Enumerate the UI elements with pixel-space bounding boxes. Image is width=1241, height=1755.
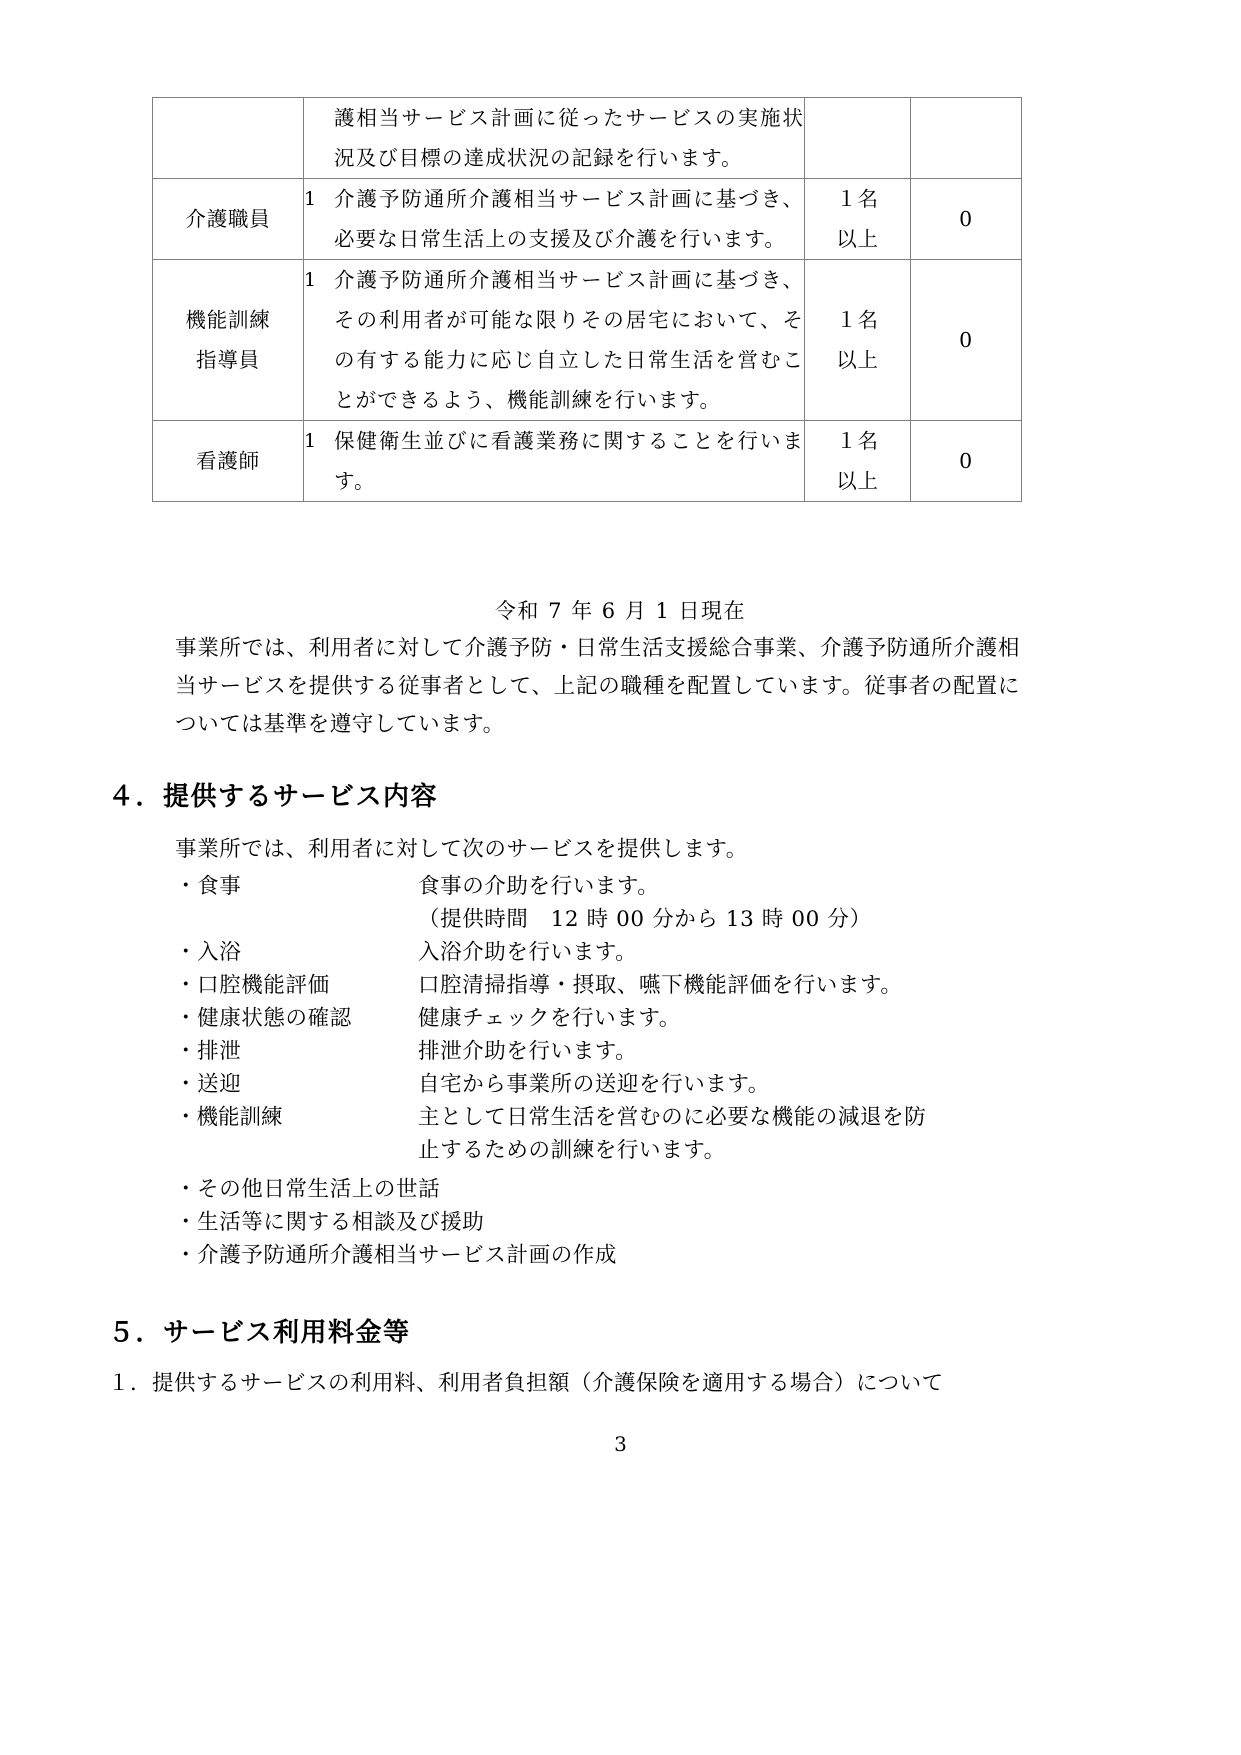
- required-count-cell: [805, 179, 911, 260]
- service-label: ・送迎: [175, 1072, 242, 1097]
- service-description: 食事の介助を行います。: [418, 874, 660, 899]
- service-description-continued: 止するための訓練を行います。: [418, 1138, 726, 1163]
- section-5-heading: ５．サービス利用料金等: [108, 1318, 411, 1348]
- staffing-table: [152, 97, 1022, 502]
- role-cell: [153, 260, 304, 421]
- role-cell: [153, 98, 304, 179]
- duty-text: 介護予防通所介護相当サービス計画に基づき、その利用者が可能な限りその居宅において、その有する能力に応じ自立した日常生活を営むことができるよう、機能訓練を行います。: [334, 268, 804, 412]
- service-description: 排泄介助を行います。: [418, 1039, 638, 1064]
- table-row: [153, 98, 1022, 179]
- staffing-intro-paragraph: 事業所では、利用者に対して介護予防・日常生活支援総合事業、介護予防通所介護相当サービスを提供する従事者として、上記の職種を配置しています。従事者の配置については基準を遵守しています。: [175, 636, 1020, 737]
- required-count-cell: [805, 260, 911, 421]
- section-4-lead: 事業所では、利用者に対して次のサービスを提供します。: [175, 837, 748, 862]
- service-label: ・健康状態の確認: [175, 1006, 352, 1031]
- service-time-note: （提供時間 12 時 00 分から 13 時 00 分）: [418, 907, 872, 932]
- indent-spacer: [175, 1134, 418, 1167]
- duty-inner: [304, 260, 804, 420]
- required-count-cell: [805, 98, 911, 179]
- role-label-line: 機能訓練: [185, 308, 271, 332]
- service-description: 入浴介助を行います。: [418, 940, 638, 965]
- list-item: [175, 1101, 1035, 1134]
- page-number: 3: [614, 1432, 627, 1456]
- duty-item-number: 1: [304, 430, 317, 452]
- duty-cell: [304, 98, 805, 179]
- required-count-line: 以上: [836, 227, 879, 251]
- service-label: ・口腔機能評価: [175, 973, 330, 998]
- list-item: [175, 969, 1035, 1002]
- section-4-heading: ４．提供するサービス内容: [108, 782, 439, 812]
- service-label: ・食事: [175, 874, 242, 899]
- service-description-continuation-row: [175, 1134, 1035, 1167]
- service-description: 口腔清掃指導・摂取、嚥下機能評価を行います。: [418, 973, 903, 998]
- duty-inner: [304, 98, 804, 178]
- role-label-line: 介護職員: [185, 207, 271, 231]
- list-item: [175, 1002, 1035, 1035]
- list-item: ・介護予防通所介護相当サービス計画の作成: [175, 1243, 618, 1268]
- actual-number-cell: 0: [911, 421, 1022, 502]
- actual-number-cell: 0: [911, 179, 1022, 260]
- section-5-item-1: １．提供するサービスの利用料、利用者負担額（介護保険を適用する場合）について: [108, 1371, 944, 1396]
- list-item: [175, 1035, 1035, 1068]
- duty-item-number: 1: [304, 269, 317, 291]
- table-row: [153, 260, 1022, 421]
- duty-inner: [304, 421, 804, 501]
- role-cell: [153, 179, 304, 260]
- required-count-line: 以上: [836, 469, 879, 493]
- actual-number-cell: [911, 98, 1022, 179]
- service-description: 自宅から事業所の送迎を行います。: [418, 1072, 770, 1097]
- required-count-line: １名: [836, 308, 879, 332]
- role-label-line: 指導員: [196, 348, 260, 372]
- service-label: ・機能訓練: [175, 1105, 283, 1130]
- service-description: 主として日常生活を営むのに必要な機能の減退を防: [418, 1105, 927, 1130]
- duty-cell: [304, 179, 805, 260]
- role-label-line: 看護師: [196, 449, 260, 473]
- duty-item-number: 1: [304, 188, 317, 210]
- actual-number-cell: 0: [911, 260, 1022, 421]
- list-item: ・生活等に関する相談及び援助: [175, 1210, 485, 1235]
- duty-cell: [304, 260, 805, 421]
- duty-inner: [304, 179, 804, 259]
- duty-text: 保健衛生並びに看護業務に関することを行います。: [334, 429, 804, 493]
- duty-text: 護相当サービス計画に従ったサービスの実施状況及び目標の達成状況の記録を行います。: [334, 106, 804, 170]
- indent-spacer: [175, 903, 418, 936]
- role-cell: [153, 421, 304, 502]
- duty-cell: [304, 421, 805, 502]
- required-count-line: １名: [836, 429, 879, 453]
- service-label: ・排泄: [175, 1039, 242, 1064]
- list-item: [175, 936, 1035, 969]
- service-subnote-row: [175, 903, 1035, 936]
- list-item: [175, 870, 1035, 903]
- service-list: [175, 870, 1035, 1272]
- required-count-line: 以上: [836, 348, 879, 372]
- effective-date-note: 令和 7 年 6 月 1 日現在: [494, 599, 747, 623]
- required-count-line: １名: [836, 187, 879, 211]
- service-label: ・入浴: [175, 940, 242, 965]
- staffing-table-body: [153, 98, 1022, 502]
- list-item: [175, 1068, 1035, 1101]
- duty-text: 介護予防通所介護相当サービス計画に基づき、必要な日常生活上の支援及び介護を行います。: [334, 187, 804, 251]
- list-item: ・その他日常生活上の世話: [175, 1177, 441, 1202]
- service-description: 健康チェックを行います。: [418, 1006, 681, 1031]
- required-count-cell: [805, 421, 911, 502]
- table-row: [153, 421, 1022, 502]
- table-row: [153, 179, 1022, 260]
